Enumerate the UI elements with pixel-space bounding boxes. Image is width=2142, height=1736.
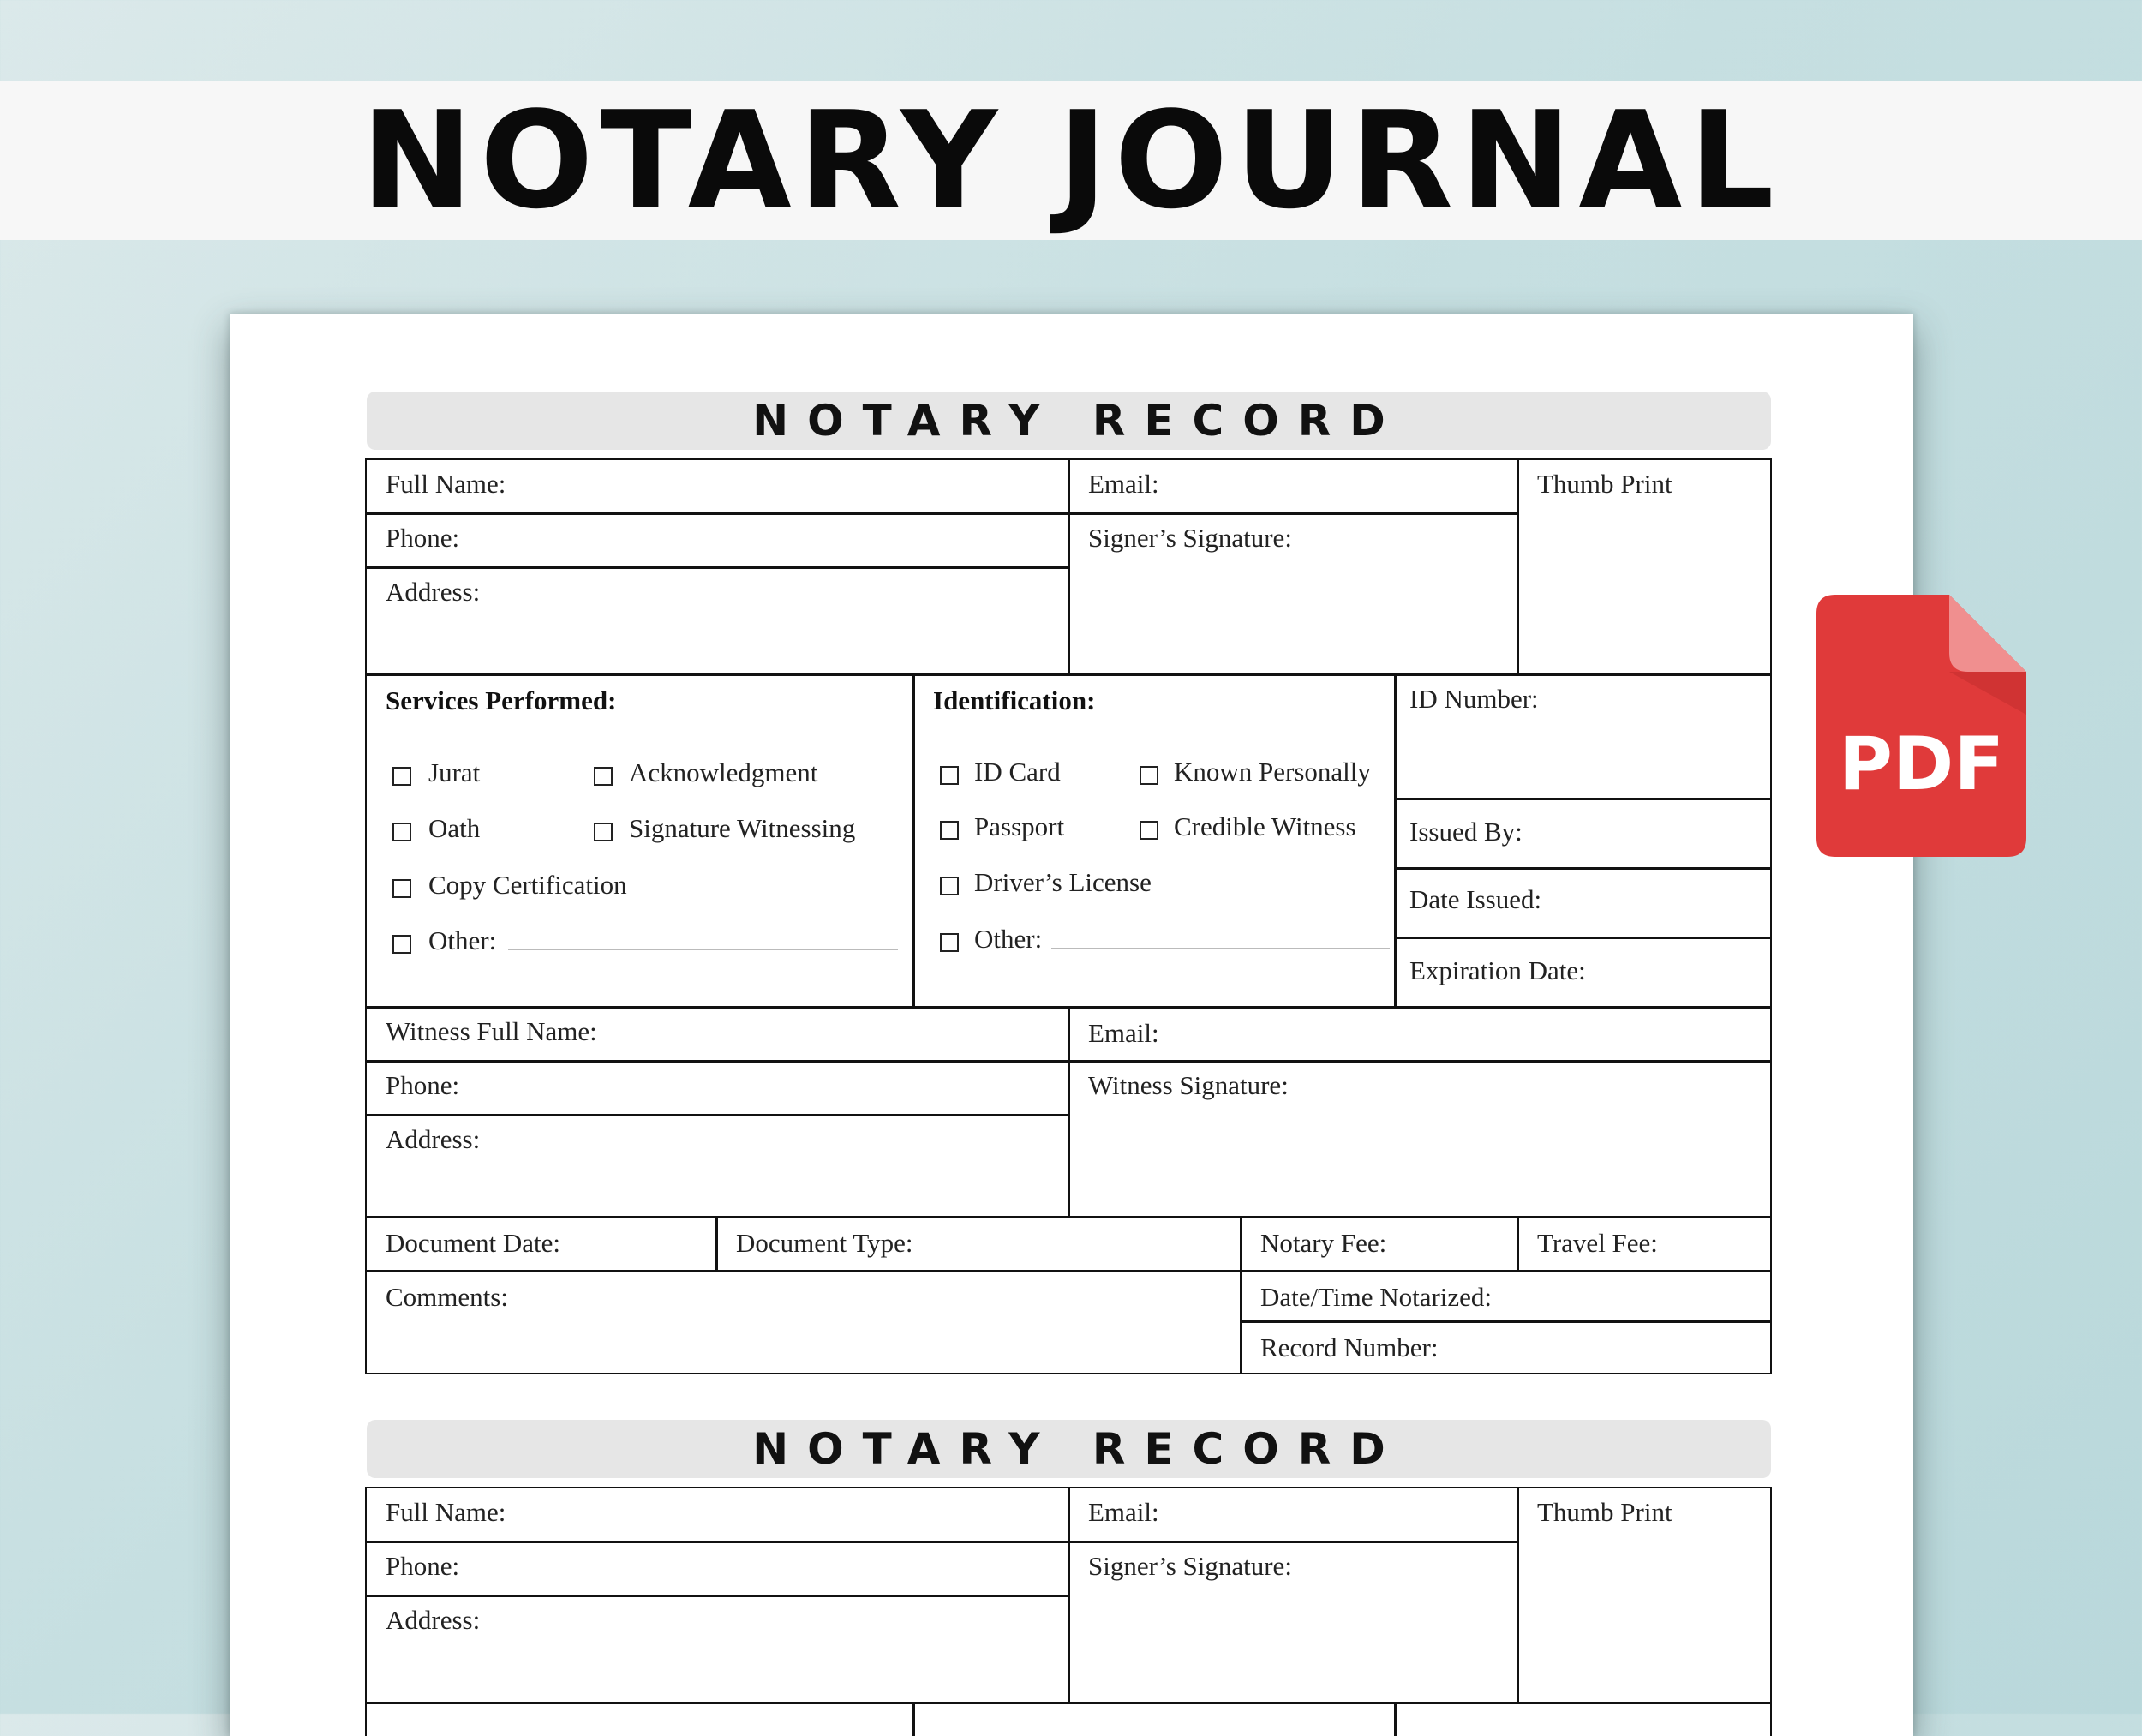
known-personally-label: Known Personally — [1174, 757, 1371, 787]
full-name-label: Full Name: — [386, 1497, 506, 1527]
witness-phone-label: Phone: — [386, 1070, 460, 1100]
drivers-license-label: Driver’s License — [974, 867, 1152, 897]
banner — [0, 81, 2142, 240]
acknowledgment-checkbox[interactable] — [594, 767, 613, 786]
document-date-field[interactable] — [365, 1216, 718, 1272]
copy-certification-label: Copy Certification — [428, 870, 627, 900]
record-number-label: Record Number: — [1260, 1332, 1439, 1362]
jurat-label: Jurat — [428, 757, 481, 787]
identification-title: Identification: — [933, 685, 1096, 715]
record-heading-text: NOTARY RECORD — [752, 1424, 1404, 1474]
services-title: Services Performed: — [386, 685, 617, 715]
record-heading-text: NOTARY RECORD — [752, 396, 1404, 446]
signer-signature-label: Signer’s Signature: — [1088, 523, 1292, 553]
notary-fee-label: Notary Fee: — [1260, 1228, 1387, 1258]
passport-checkbox[interactable] — [940, 821, 959, 840]
email-field[interactable] — [1068, 1487, 1519, 1543]
identification-other-label: Other: — [974, 924, 1043, 954]
full-name-label: Full Name: — [386, 469, 506, 499]
identification-section — [912, 673, 1397, 1009]
known-personally-checkbox[interactable] — [1140, 766, 1158, 785]
signature-witnessing-label: Signature Witnessing — [629, 813, 856, 843]
issued-by-field[interactable] — [1394, 798, 1772, 870]
signer-signature-label: Signer’s Signature: — [1088, 1551, 1292, 1581]
identification-section — [912, 1702, 1397, 1736]
address-label: Address: — [386, 1605, 481, 1635]
phone-label: Phone: — [386, 523, 460, 553]
thumb-print-box[interactable] — [1517, 458, 1772, 676]
email-label: Email: — [1088, 469, 1159, 499]
travel-fee-label: Travel Fee: — [1537, 1228, 1658, 1258]
witness-address-label: Address: — [386, 1124, 481, 1154]
record-heading — [367, 392, 1771, 450]
phone-label: Phone: — [386, 1551, 460, 1581]
copy-certification-checkbox[interactable] — [392, 879, 411, 898]
services-other-line[interactable] — [508, 949, 898, 950]
signer-signature-field[interactable] — [1068, 512, 1519, 676]
acknowledgment-label: Acknowledgment — [629, 757, 818, 787]
document-type-label: Document Type: — [736, 1228, 913, 1258]
phone-field[interactable] — [365, 1541, 1070, 1597]
drivers-license-checkbox[interactable] — [940, 877, 959, 895]
full-name-field[interactable] — [365, 458, 1070, 515]
jurat-checkbox[interactable] — [392, 767, 411, 786]
address-field[interactable] — [365, 1595, 1070, 1704]
issued-by-label: Issued By: — [1409, 817, 1523, 847]
witness-signature-field[interactable] — [1068, 1060, 1772, 1218]
id-number-field[interactable] — [1394, 673, 1772, 800]
witness-full-name-field[interactable] — [365, 1006, 1070, 1063]
form-page — [230, 314, 1913, 1736]
signature-witnessing-checkbox[interactable] — [594, 823, 613, 841]
thumb-print-label: Thumb Print — [1537, 469, 1672, 499]
pdf-file-icon — [1816, 595, 2026, 857]
identification-other-line[interactable] — [1051, 948, 1390, 949]
passport-label: Passport — [974, 811, 1065, 841]
date-time-notarized-label: Date/Time Notarized: — [1260, 1282, 1493, 1312]
record-heading — [367, 1420, 1771, 1478]
oath-checkbox[interactable] — [392, 823, 411, 841]
credible-witness-label: Credible Witness — [1174, 811, 1356, 841]
expiration-date-label: Expiration Date: — [1409, 955, 1586, 985]
witness-email-label: Email: — [1088, 1018, 1159, 1048]
full-name-field[interactable] — [365, 1487, 1070, 1543]
witness-signature-label: Witness Signature: — [1088, 1070, 1289, 1100]
services-other-label: Other: — [428, 925, 497, 955]
date-time-notarized-field[interactable] — [1240, 1270, 1772, 1323]
services-section — [365, 673, 915, 1009]
date-issued-label: Date Issued: — [1409, 884, 1542, 914]
oath-label: Oath — [428, 813, 481, 843]
id-number-field[interactable] — [1394, 1702, 1772, 1736]
thumb-print-label: Thumb Print — [1537, 1497, 1672, 1527]
document-date-label: Document Date: — [386, 1228, 561, 1258]
signer-signature-field[interactable] — [1068, 1541, 1519, 1704]
expiration-date-field[interactable] — [1394, 937, 1772, 1009]
services-section — [365, 1702, 915, 1736]
date-issued-field[interactable] — [1394, 867, 1772, 939]
id-card-label: ID Card — [974, 757, 1061, 787]
notary-fee-field[interactable] — [1240, 1216, 1519, 1272]
thumb-print-box[interactable] — [1517, 1487, 1772, 1704]
email-field[interactable] — [1068, 458, 1519, 515]
travel-fee-field[interactable] — [1517, 1216, 1772, 1272]
pdf-label: PDF — [1838, 721, 2005, 807]
witness-address-field[interactable] — [365, 1114, 1070, 1218]
credible-witness-checkbox[interactable] — [1140, 821, 1158, 840]
comments-field[interactable] — [365, 1270, 1242, 1374]
witness-email-field[interactable] — [1068, 1006, 1772, 1063]
witness-phone-field[interactable] — [365, 1060, 1070, 1116]
address-label: Address: — [386, 577, 481, 607]
id-card-checkbox[interactable] — [940, 766, 959, 785]
banner-title: NOTARY JOURNAL — [361, 82, 1781, 238]
witness-full-name-label: Witness Full Name: — [386, 1016, 597, 1046]
services-other-checkbox[interactable] — [392, 935, 411, 954]
phone-field[interactable] — [365, 512, 1070, 569]
comments-label: Comments: — [386, 1282, 508, 1312]
email-label: Email: — [1088, 1497, 1159, 1527]
record-number-field[interactable] — [1240, 1320, 1772, 1374]
identification-other-checkbox[interactable] — [940, 933, 959, 952]
document-type-field[interactable] — [715, 1216, 1242, 1272]
address-field[interactable] — [365, 566, 1070, 676]
id-number-label: ID Number: — [1409, 684, 1539, 714]
